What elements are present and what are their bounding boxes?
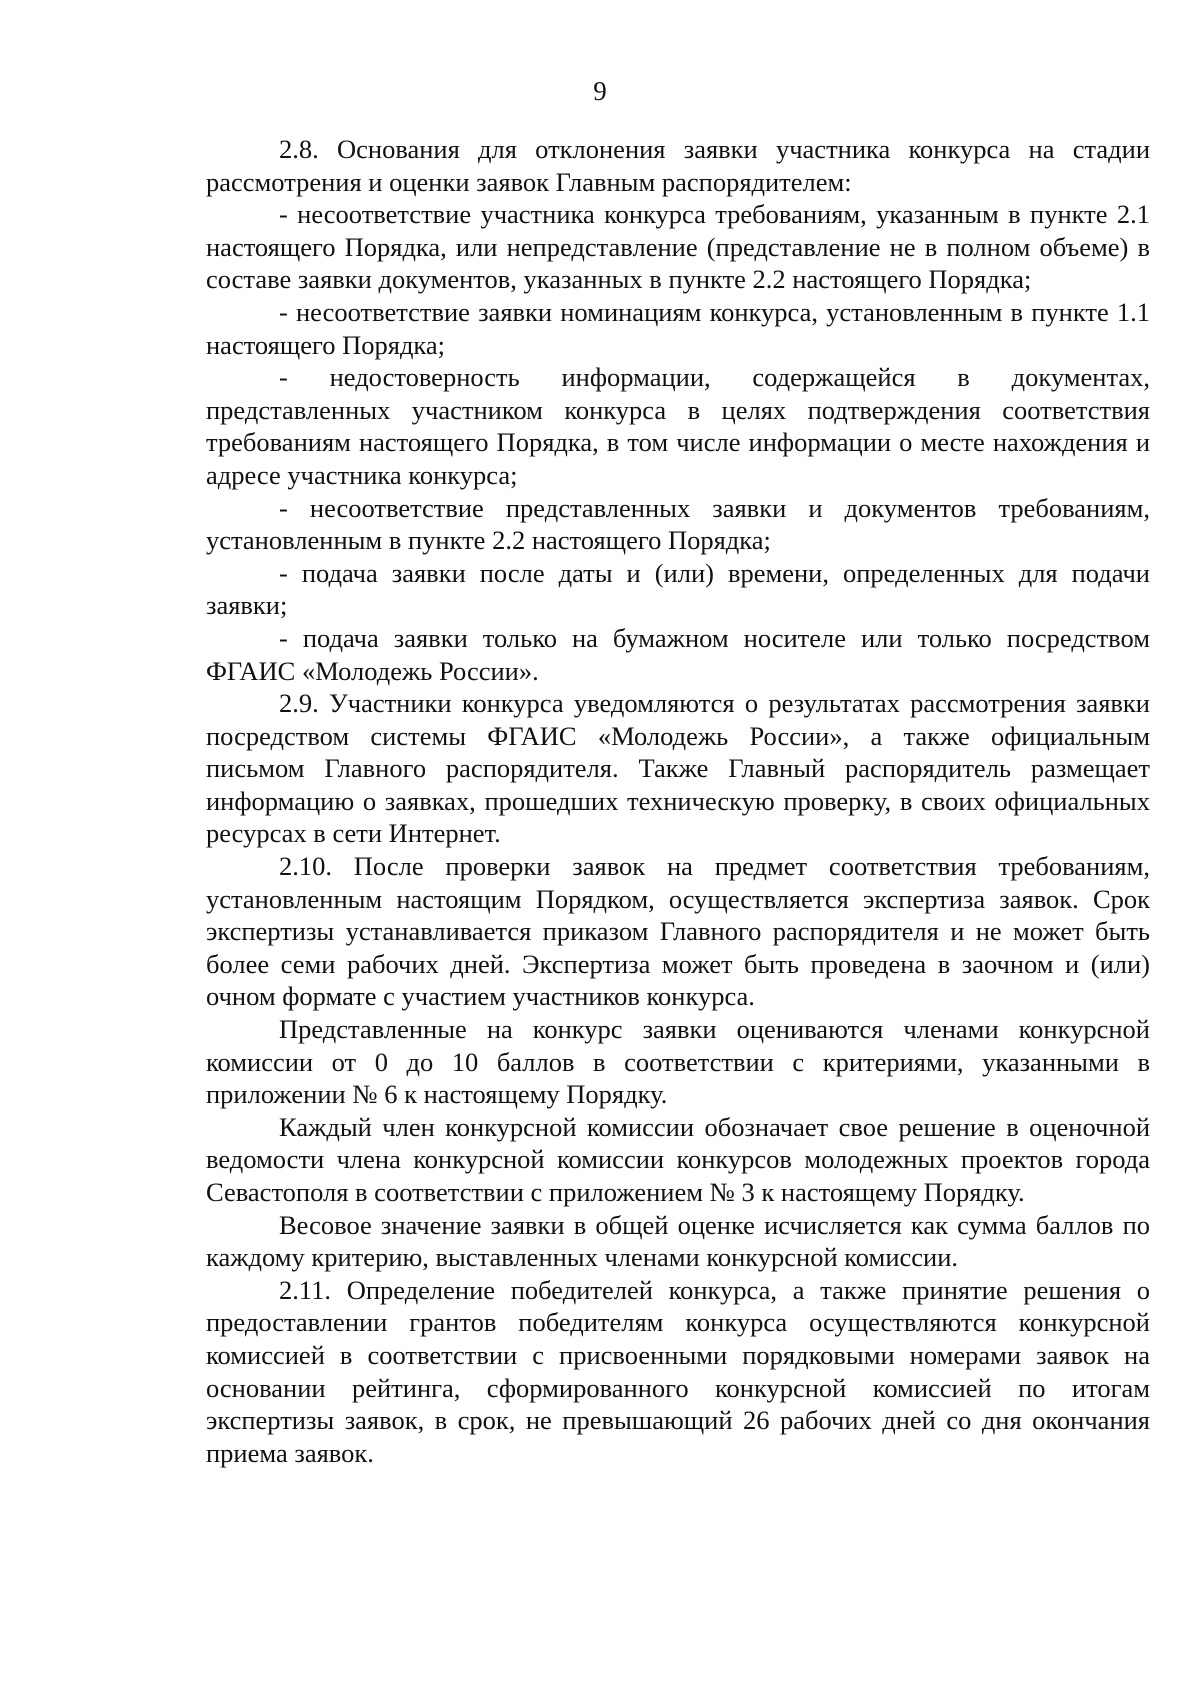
list-item-requirements-mismatch: - несоответствие участника конкурса требованиям, указанным в пункте 2.1 настоящего Порядка, или непредставление (представление не в полном объеме) в составе заявки документов, указанных в пункте 2.2 настоящего Порядка; — [206, 199, 1150, 295]
list-item-paper-only-submission: - подача заявки только на бумажном носителе или только посредством ФГАИС «Молодежь России». — [206, 622, 1150, 686]
paragraph-weight-value: Весовое значение заявки в общей оценке исчисляется как сумма баллов по каждому критерию, выставленных членами конкурсной комиссии. — [206, 1209, 1150, 1273]
paragraph-2-9: 2.9. Участники конкурса уведомляются о результатах рассмотрения заявки посредством системы ФГАИС «Молодежь России», а также официальным письмом Главного распорядителя. Также Главный распорядитель размещает информацию о заявках, прошедших техническую проверку, в своих официальных ресурсах в сети Интернет. — [206, 688, 1150, 849]
list-item-documents-mismatch: - несоответствие представленных заявки и документов требованиям, установленным в пункте 2.2 настоящего Порядка; — [206, 492, 1150, 556]
paragraph-2-10: 2.10. После проверки заявок на предмет соответствия требованиям, установленным настоящим Порядком, осуществляется экспертиза заявок. Срок экспертизы устанавливается приказом Главного распорядителя и не может быть более семи рабочих дней. Экспертиза может быть проведена в заочном и (или) очном формате с участием участников конкурса. — [206, 851, 1150, 1012]
paragraph-evaluation-sheet: Каждый член конкурсной комиссии обозначает свое решение в оценочной ведомости члена конкурсной комиссии конкурсов молодежных проектов города Севастополя в соответствии с приложением № 3 к настоящему Порядку. — [206, 1111, 1150, 1207]
document-body — [206, 133, 1150, 1469]
list-item-late-submission: - подача заявки после даты и (или) времени, определенных для подачи заявки; — [206, 557, 1150, 621]
list-item-inaccurate-info: - недостоверность информации, содержащейся в документах, представленных участником конкурса в целях подтверждения соответствия требованиям настоящего Порядка, в том числе информации о месте нахождения и адресе участника конкурса; — [206, 362, 1150, 490]
paragraph-scoring: Представленные на конкурс заявки оцениваются членами конкурсной комиссии от 0 до 10 баллов в соответствии с критериями, указанными в приложении № 6 к настоящему Порядку. — [206, 1014, 1150, 1110]
list-item-nomination-mismatch: - несоответствие заявки номинациям конкурса, установленным в пункте 1.1 настоящего Порядка; — [206, 296, 1150, 360]
page-number: 9 — [593, 76, 607, 106]
paragraph-2-11: 2.11. Определение победителей конкурса, а также принятие решения о предоставлении грантов победителям конкурса осуществляются конкурсной комиссией в соответствии с присвоенными порядковыми номерами заявок на основании рейтинга, сформированного конкурсной комиссией по итогам экспертизы заявок, в срок, не превышающий 26 рабочих дней со дня окончания приема заявок. — [206, 1274, 1150, 1468]
paragraph-2-8: 2.8. Основания для отклонения заявки участника конкурса на стадии рассмотрения и оценки заявок Главным распорядителем: — [206, 134, 1150, 197]
